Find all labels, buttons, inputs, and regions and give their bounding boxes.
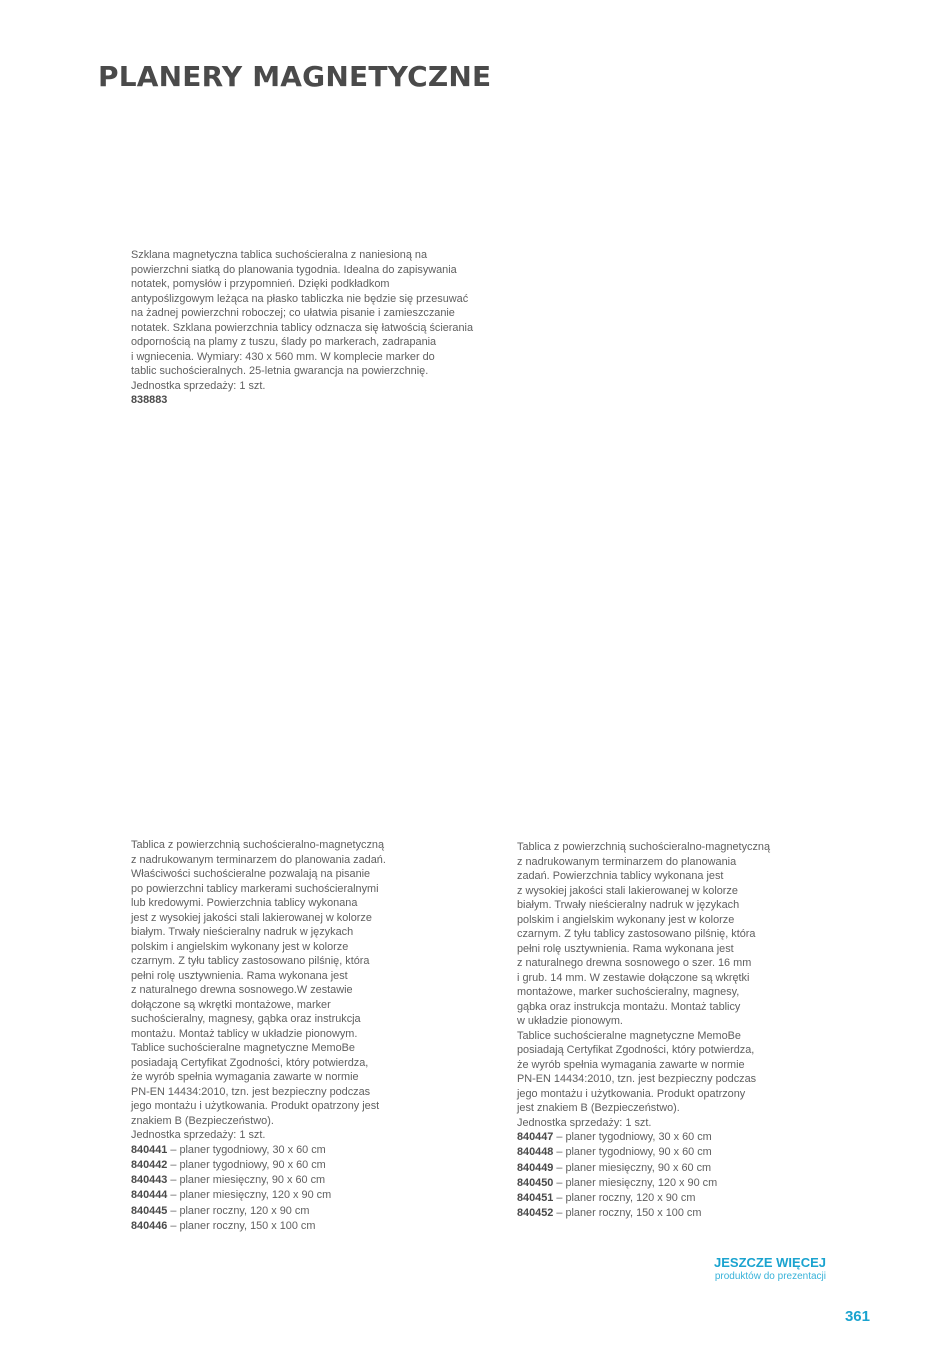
product-description: – planer tygodniowy, 90 x 60 cm bbox=[553, 1146, 712, 1159]
description-line: powierzchni siatką do planowania tygodnia. Idealna do zapisywania bbox=[131, 263, 457, 276]
promo-subline: produktów do prezentacji bbox=[714, 1271, 826, 1282]
description-line: białym. Trwały nieścieralny nadruk w językach bbox=[517, 899, 740, 911]
product-item bbox=[517, 1130, 770, 1145]
promo-more-products[interactable] bbox=[714, 1255, 826, 1283]
description-line: czarnym. Z tyłu tablicy zastosowano pilśnię, która bbox=[131, 955, 370, 967]
product-description: – planer tygodniowy, 30 x 60 cm bbox=[553, 1131, 712, 1143]
description-line: jest znakiem B (Bezpieczeństwo). bbox=[517, 1102, 680, 1114]
description-line: gąbka oraz instrukcja montażu. Montaż tablicy bbox=[517, 1000, 741, 1013]
product-code: 838883 bbox=[131, 394, 168, 406]
description-line: jego montażu i użytkowania. Produkt opatrzony jest bbox=[131, 1100, 380, 1112]
description-line: lub kredowymi. Powierzchnia tablicy wykonana bbox=[131, 897, 358, 909]
description-line: czarnym. Z tyłu tablicy zastosowano pilśnię, która bbox=[517, 928, 756, 940]
description-line: antypoślizgowym leżąca na płasko tabliczka nie będzie się przesuwać bbox=[131, 292, 469, 305]
product-list bbox=[131, 1143, 386, 1235]
product-description: – planer miesięczny, 120 x 90 cm bbox=[553, 1176, 718, 1189]
product-code: 840445 bbox=[131, 1204, 168, 1217]
product-code: 840447 bbox=[517, 1131, 554, 1143]
description-lines bbox=[131, 248, 473, 393]
product-description: – planer tygodniowy, 90 x 60 cm bbox=[167, 1158, 326, 1171]
description-line: tablic suchościeralnych. 25-letnia gwarancja na powierzchnię. bbox=[131, 365, 429, 377]
description-line: z nadrukowanym terminarzem do planowania bbox=[517, 855, 737, 868]
description-line: znakiem B (Bezpieczeństwo). bbox=[131, 1114, 274, 1127]
product-code: 840442 bbox=[131, 1158, 168, 1171]
description-line: że wyrób spełnia wymagania zawarte w normie bbox=[131, 1071, 359, 1083]
promo-headline: JESZCZE WIĘCEJ bbox=[714, 1255, 826, 1270]
page-number: 361 bbox=[844, 1308, 870, 1325]
product-item bbox=[131, 1188, 386, 1203]
product-code: 840451 bbox=[517, 1192, 554, 1205]
product-description-block-2 bbox=[131, 838, 386, 1234]
description-line: białym. Trwały nieścieralny nadruk w językach bbox=[131, 926, 354, 938]
product-item bbox=[517, 1145, 770, 1160]
description-lines bbox=[131, 838, 386, 1143]
description-line: w układzie pionowym. bbox=[517, 1015, 623, 1027]
product-item bbox=[131, 1219, 386, 1234]
product-code: 840446 bbox=[131, 1219, 168, 1232]
description-line: notatek. Szklana powierzchnia tablicy odznacza się łatwością ścierania bbox=[131, 321, 474, 334]
description-line: po powierzchni tablicy markerami suchościeralnymi bbox=[131, 882, 379, 895]
description-line: zadań. Powierzchnia tablicy wykonana jest bbox=[517, 870, 724, 882]
description-line: pełni rolę usztywnienia. Rama wykonana jest bbox=[517, 942, 734, 955]
description-line: posiadają Certyfikat Zgodności, który potwierdza, bbox=[131, 1056, 369, 1069]
product-description: – planer tygodniowy, 30 x 60 cm bbox=[167, 1143, 326, 1156]
description-line: jego montażu i użytkowania. Produkt opatrzony bbox=[517, 1087, 746, 1100]
description-line: pełni rolę usztywnienia. Rama wykonana jest bbox=[131, 969, 348, 982]
description-line: suchościeralny, magnesy, gąbka oraz instrukcja bbox=[131, 1013, 361, 1025]
description-line: i grub. 14 mm. W zestawie dołączone są wkrętki bbox=[517, 971, 750, 984]
product-description: – planer miesięczny, 120 x 90 cm bbox=[167, 1189, 332, 1202]
description-line: PN-EN 14434:2010, tzn. jest bezpieczny podczas bbox=[131, 1085, 371, 1098]
product-description: – planer roczny, 150 x 100 cm bbox=[167, 1219, 316, 1232]
description-line: montażu. Montaż tablicy w układzie pionowym. bbox=[131, 1027, 358, 1040]
product-description: – planer roczny, 120 x 90 cm bbox=[167, 1204, 310, 1217]
product-list bbox=[517, 1130, 770, 1222]
page-title: PLANERY MAGNETYCZNE bbox=[98, 60, 492, 93]
description-line: PN-EN 14434:2010, tzn. jest bezpieczny podczas bbox=[517, 1073, 757, 1085]
product-item bbox=[131, 1173, 386, 1188]
description-line: Właściwości suchościeralne pozwalają na pisanie bbox=[131, 868, 371, 880]
product-item bbox=[517, 1176, 770, 1191]
description-line: Tablice suchościeralne magnetyczne MemoBe bbox=[517, 1029, 741, 1042]
description-line: Tablice suchościeralne magnetyczne MemoBe bbox=[131, 1042, 355, 1054]
description-line: odpornością na plamy z tuszu, ślady po markerach, zadrapania bbox=[131, 336, 437, 348]
description-line: dołączone są wkrętki montażowe, marker bbox=[131, 998, 331, 1011]
description-line: jest z wysokiej jakości stali lakierowanej w kolorze bbox=[131, 911, 372, 924]
description-line: i wgniecenia. Wymiary: 430 x 560 mm. W komplecie marker do bbox=[131, 350, 435, 363]
product-code: 840452 bbox=[517, 1207, 554, 1220]
description-line: z naturalnego drewna sosnowego.W zestawie bbox=[131, 984, 353, 996]
description-line: na żadnej powierzchni roboczej; co ułatwia pisanie i zamieszczanie bbox=[131, 307, 455, 319]
product-code: 840449 bbox=[517, 1161, 554, 1174]
product-code: 840443 bbox=[131, 1174, 168, 1187]
description-line: notatek, pomysłów i przypomnień. Dzięki podkładkom bbox=[131, 278, 390, 290]
description-line: Jednostka sprzedaży: 1 szt. bbox=[131, 379, 266, 392]
product-item bbox=[517, 1191, 770, 1206]
description-line: Jednostka sprzedaży: 1 szt. bbox=[131, 1129, 266, 1141]
description-line: posiadają Certyfikat Zgodności, który potwierdza, bbox=[517, 1044, 755, 1056]
description-line: że wyrób spełnia wymagania zawarte w normie bbox=[517, 1058, 745, 1071]
description-line: z naturalnego drewna sosnowego o szer. 16 mm bbox=[517, 957, 752, 969]
description-line: Tablica z powierzchnią suchościeralno-magnetyczną bbox=[131, 839, 385, 851]
description-line: Jednostka sprzedaży: 1 szt. bbox=[517, 1116, 652, 1129]
product-description: – planer roczny, 150 x 100 cm bbox=[553, 1207, 702, 1220]
description-line: z nadrukowanym terminarzem do planowania zadań. bbox=[131, 853, 386, 866]
product-description: – planer roczny, 120 x 90 cm bbox=[553, 1192, 696, 1205]
product-item bbox=[517, 1161, 770, 1176]
product-code: 840448 bbox=[517, 1146, 554, 1159]
product-description-block-3 bbox=[517, 840, 770, 1222]
product-code: 840441 bbox=[131, 1143, 168, 1156]
product-item bbox=[517, 1206, 770, 1221]
product-code: 840444 bbox=[131, 1189, 168, 1202]
product-description-block-1 bbox=[131, 248, 473, 408]
description-lines bbox=[517, 840, 770, 1130]
product-code: 840450 bbox=[517, 1176, 554, 1189]
product-description: – planer miesięczny, 90 x 60 cm bbox=[553, 1161, 712, 1174]
product-description: – planer miesięczny, 90 x 60 cm bbox=[167, 1174, 326, 1187]
description-line: Tablica z powierzchnią suchościeralno-magnetyczną bbox=[517, 841, 771, 853]
description-line: Szklana magnetyczna tablica suchościeralna z naniesioną na bbox=[131, 249, 428, 261]
description-line: montażowe, marker suchościeralny, magnesy, bbox=[517, 986, 740, 998]
description-line: z wysokiej jakości stali lakierowanej w kolorze bbox=[517, 884, 738, 897]
description-line: polskim i angielskim wykonany jest w kolorze bbox=[517, 913, 735, 926]
product-item bbox=[131, 1204, 386, 1219]
description-line: polskim i angielskim wykonany jest w kolorze bbox=[131, 940, 349, 953]
product-item bbox=[131, 1143, 386, 1158]
product-item bbox=[131, 1158, 386, 1173]
